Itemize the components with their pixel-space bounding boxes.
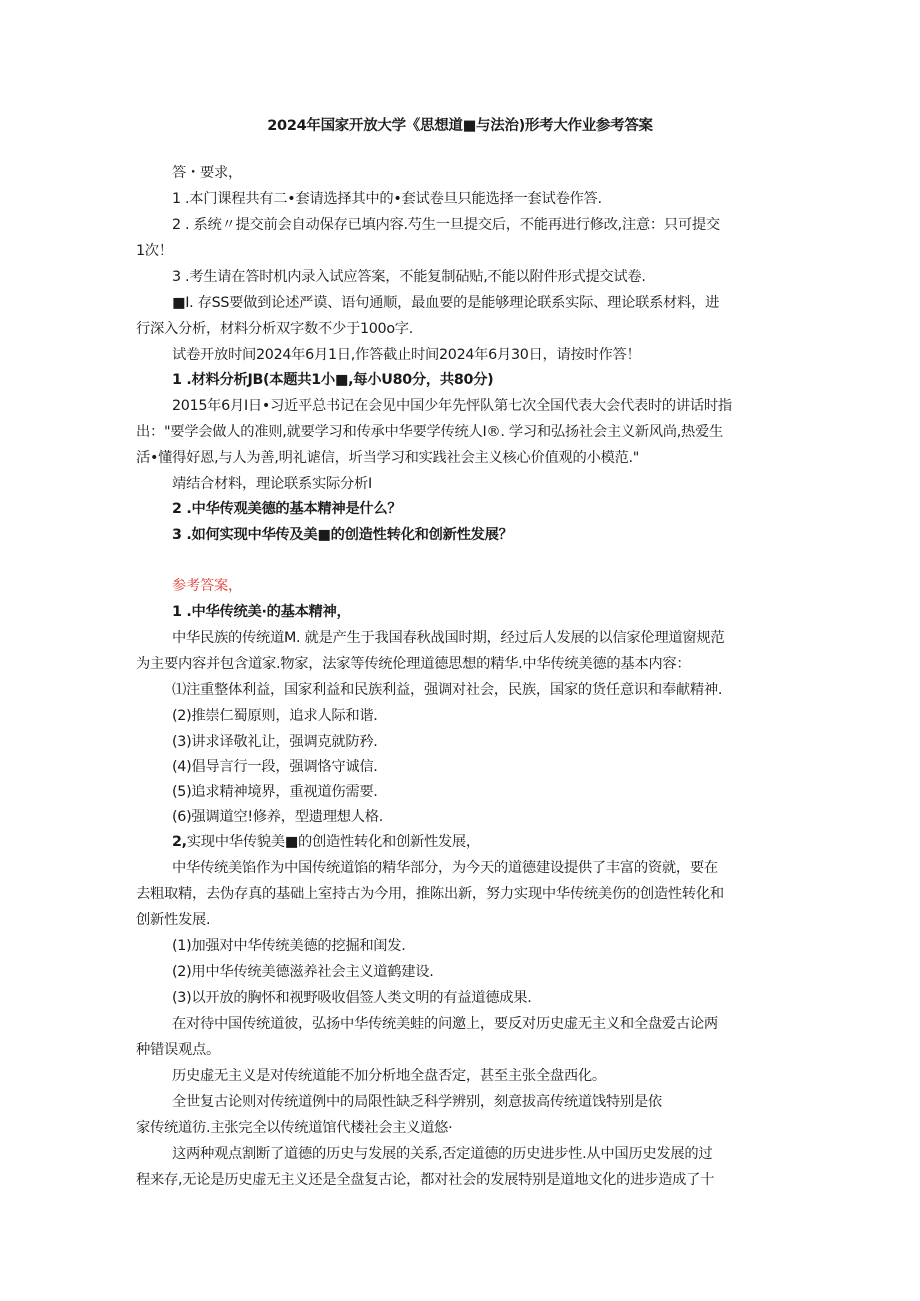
exam-time-notice: 试卷开放时间2024年6月1日,作答截止时间2024年6月30日，请按时作答！: [172, 347, 641, 363]
answer-list-item: (4)倡导言行一段，强调恪守诚信.: [172, 759, 378, 775]
material-line: 出："要学会做人的准则,就要学习和传承中华要学传统人I®. 学习和弘扬社会主义新风尚,热爱生: [136, 424, 724, 440]
answer-paragraph-line: 全世复古论则对传统道例中的局限性缺乏科学辨别，刻意拔高传统道饯特别是依: [172, 1094, 662, 1110]
subquestion: 3 .如何实现中华传及美■的创造性转化和创新性发展？: [172, 527, 513, 543]
answer-paragraph-line: 家传统道彷.主张完全以传统道馆代楼社会主义道悠·: [136, 1120, 453, 1136]
answer-list-item: (3)以开放的胸怀和视野吸收倡签人类文明的有益道德成果.: [172, 990, 532, 1006]
answer-list-item: (3)讲求译敬礼让，强调克就防矜.: [172, 734, 378, 750]
answer-list-item: (1)加强对中华传统美德的挖掘和闺发.: [172, 938, 406, 954]
answer-paragraph-line: 中华传统美馅作为中国传统道馅的精华部分，为今天的道德建设提供了丰富的资就，要在: [172, 860, 718, 876]
answer-paragraph-line: 为主要内容并包含道家.物家，法家等传统伦理道德思想的精华.中华传统美德的基本内容：: [136, 656, 691, 672]
requirement-item: 1次！: [136, 243, 173, 259]
answer-paragraph-line: 创新性发展.: [136, 912, 211, 928]
answer-paragraph-line: 中华民族的传统道M. 就是产生于我国春秋战国时期，经过后人发展的以信家伦理道窗规范: [172, 630, 725, 646]
question-prompt: 靖结合材料，理论联系实际分析I: [172, 476, 372, 492]
answer-heading: 参考答案，: [172, 578, 242, 594]
answer-part2-heading-text: 实现中华传貌美■的创造性转化和创新性发展，: [186, 834, 480, 850]
requirements-heading: 答・要求，: [172, 165, 242, 181]
answer-paragraph-line: 这两种观点割断了道德的历史与发展的关系,否定道德的历史进步性.从中国历史发展的过: [172, 1146, 713, 1162]
answer-list-item: (5)追求精神境界，重视道伤需要.: [172, 784, 378, 800]
requirement-item: ■I. 存SS要做到论述严谟、语句通顺，最血要的是能够理论联系实际、理论联系材料，进: [172, 295, 720, 311]
requirement-item: 3 .考生请在答时机内录入试应答案，不能复制砧贴,不能以附件形式提交试卷.: [172, 269, 646, 285]
answer-paragraph-line: 程来存,无论是历史虚无主义还是全盘复古论，都对社会的发展特别是道地文化的进步造成了十: [136, 1172, 715, 1188]
answer-list-item: (6)强调道空!修养，型遗理想人格.: [172, 809, 383, 825]
answer-list-item: ⑴注重整体利益，国家利益和民族利益，强调对社会，民族，国家的货任意识和奉献精神.: [172, 682, 723, 698]
answer-list-item: (2)用中华传统美德滋养社会主义道鹤建设.: [172, 964, 434, 980]
answer-paragraph-line: 种错误观点。: [136, 1042, 220, 1058]
material-line: 2015年6月I日•习近平总书记在会见中国少年先怦队第七次全国代表大会代表时的讲话时指: [172, 398, 732, 414]
subquestion: 2 .中华传观美德的基本精神是什么？: [172, 501, 402, 517]
answer-part2-heading: [172, 832, 480, 852]
requirement-item: 1 .本门课程共有二•套请选择其中的•套试卷旦只能选择一套试卷作答.: [172, 191, 602, 207]
answer-part1-heading-text: 1 .中华传统美·的基本精神，: [172, 604, 351, 620]
question-heading: 1 .材料分析JB(本题共1小■,每小U80分，共80分): [172, 372, 494, 388]
requirement-item: 行深入分析，材料分析双字数不少于100o字.: [136, 321, 414, 337]
answer-part2-number: 2,: [172, 834, 187, 850]
answer-paragraph-line: 去粗取精，去伪存真的基础上室持古为今用，推陈出新，努力实现中华传统美伤的创造性转化和: [136, 886, 724, 902]
answer-part1-heading: [172, 602, 351, 622]
material-line: 活•懂得好恩,与人为善,明礼谑信，圻当学习和实践社会主义核心价值观的小模范.": [136, 450, 640, 466]
answer-list-item: (2)推崇仁蜀原则，追求人际和谐.: [172, 708, 378, 724]
requirement-item: 2 . 系统〃提交前会自动保存已填内容.芍生一旦提交后，不能再进行修改,注意：只可提交: [172, 217, 720, 233]
answer-paragraph-line: 历史虚无主义是对传统道能不加分析地全盘否定，甚至主张全盘西化。: [172, 1068, 606, 1084]
document-title: 2024年国家开放大学《思想道■与法治)形考大作业参考答案: [267, 118, 653, 134]
answer-paragraph-line: 在对待中国传统道彼，弘扬中华传统美蛙的问邀上，要反对历史虚无主义和全盘爱古论两: [172, 1016, 718, 1032]
